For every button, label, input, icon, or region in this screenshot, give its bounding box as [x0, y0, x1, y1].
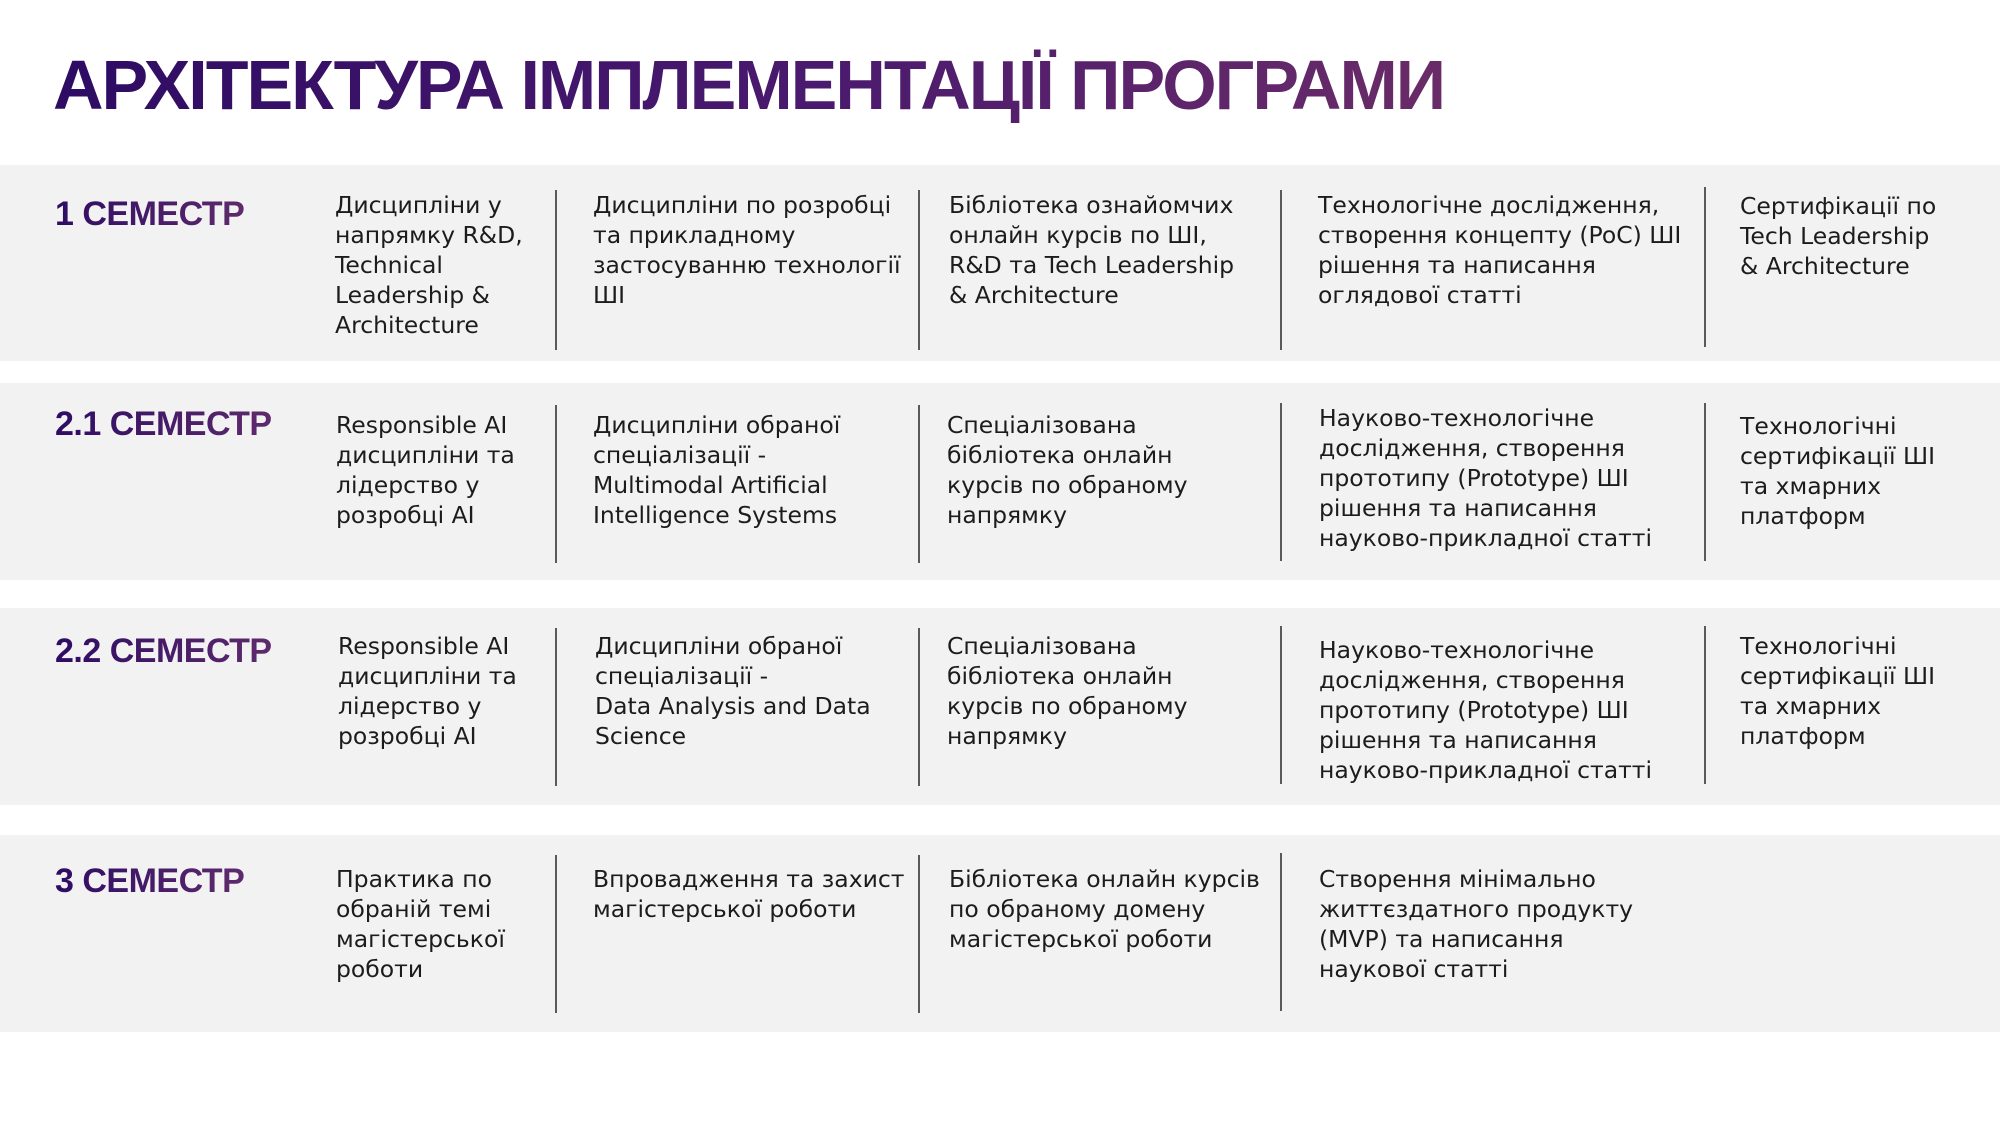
row-cell-disciplines: Responsible AI дисципліни та лідерство у розробці АІ [336, 411, 515, 529]
column-divider [918, 190, 920, 350]
semester-label: 3 СЕМЕСТР [55, 862, 245, 900]
column-divider [555, 405, 557, 563]
semester-label: 2.2 СЕМЕСТР [55, 632, 272, 670]
row-cell-certification: Сертифікації по Tech Leadership & Architecture [1740, 192, 1937, 280]
row-cell-research: Технологічне дослідження, створення концепту (PoC) ШІ рішення та написання оглядової статті [1318, 191, 1682, 309]
row-cell-library: Спеціалізована бібліотека онлайн курсів по обраному напрямку [947, 411, 1188, 529]
row-cell-research: Науково-технологічне дослідження, створення прототипу (Prototype) ШІ рішення та написання науково-прикладної статті [1319, 636, 1653, 784]
column-divider [555, 190, 557, 350]
semester-row-3 [0, 835, 2000, 1032]
row-cell-certification: Технологічні сертифікації ШІ та хмарних платформ [1740, 412, 1936, 530]
column-divider [918, 628, 920, 786]
column-divider [555, 628, 557, 786]
page-title: АРХІТЕКТУРА ІМПЛЕМЕНТАЦІЇ ПРОГРАМИ [53, 40, 1444, 130]
column-divider [1704, 403, 1706, 561]
row-cell-specialization: Дисципліни обраної спеціалізації - Multimodal Artificial Intelligence Systems [593, 411, 841, 529]
column-divider [1280, 403, 1282, 561]
semester-label: 1 СЕМЕСТР [55, 195, 245, 233]
column-divider [555, 855, 557, 1013]
column-divider [918, 405, 920, 563]
row-cell-library: Бібліотека ознайомчих онлайн курсів по ШІ, R&D та Tech Leadership & Architecture [949, 191, 1235, 309]
row-cell-library: Спеціалізована бібліотека онлайн курсів по обраному напрямку [947, 632, 1188, 750]
semester-row-2-1 [0, 383, 2000, 580]
column-divider [1280, 626, 1282, 784]
row-cell-specialization: Впровадження та захист магістерської роботи [593, 865, 905, 923]
column-divider [1280, 190, 1282, 350]
column-divider [918, 855, 920, 1013]
row-cell-disciplines: Responsible AI дисципліни та лідерство у розробці АІ [338, 632, 517, 750]
row-cell-disciplines: Практика по обраній темі магістерської роботи [336, 865, 505, 983]
row-cell-specialization: Дисципліни обраної спеціалізації - Data Analysis and Data Science [595, 632, 871, 750]
column-divider [1704, 626, 1706, 784]
row-cell-disciplines: Дисципліни у напрямку R&D, Technical Leadership & Architecture [335, 191, 523, 339]
row-cell-specialization: Дисципліни по розробці та прикладному застосуванню технології ШІ [593, 191, 901, 309]
column-divider [1280, 853, 1282, 1011]
semester-row-1 [0, 165, 2000, 361]
column-divider [1704, 187, 1706, 347]
row-cell-certification: Технологічні сертифікації ШІ та хмарних платформ [1740, 632, 1936, 750]
semester-row-2-2 [0, 608, 2000, 805]
row-cell-library: Бібліотека онлайн курсів по обраному домену магістерської роботи [949, 865, 1260, 953]
row-cell-research: Науково-технологічне дослідження, створення прототипу (Prototype) ШІ рішення та написання науково-прикладної статті [1319, 404, 1653, 552]
semester-label: 2.1 СЕМЕСТР [55, 405, 272, 443]
row-cell-research: Створення мінімально життєздатного продукту (MVP) та написання наукової статті [1319, 865, 1634, 983]
